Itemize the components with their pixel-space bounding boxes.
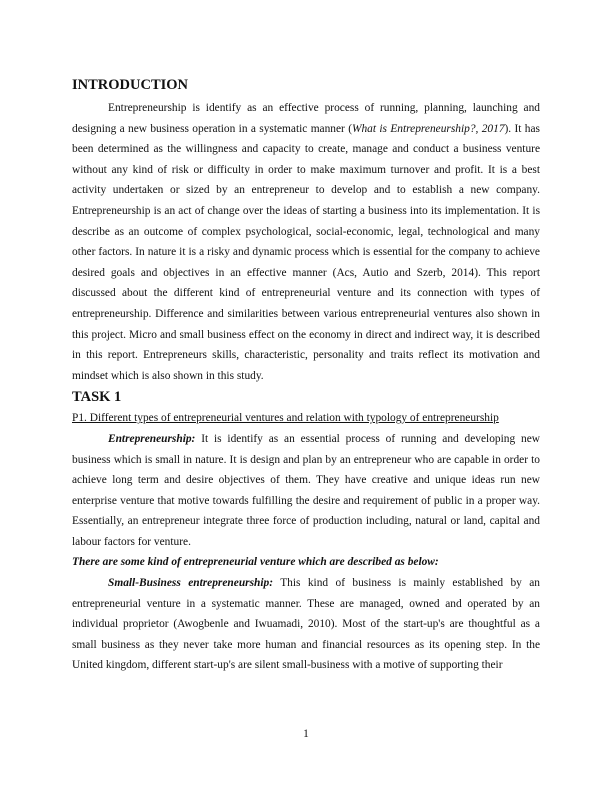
entrepreneurship-paragraph [72,429,540,553]
task-1-heading: TASK 1 [72,389,122,406]
entrepreneurship-term: Entrepreneurship: [108,432,196,445]
intro-citation: What is Entrepreneurship?, 2017 [352,122,505,135]
small-business-term: Small-Business entrepreneurship: [108,577,274,590]
page-number: 1 [303,728,309,740]
introduction-paragraph [72,98,540,386]
intro-text-rest: ). It has been determined as the willingness and capacity to create, manage and conduct a business venture without any kind of risk or difficulty in order to make maximum turnover and profit. It is a best activity undertaken or sized by an entrepreneur to develop and to establish a new company. Entrepreneurship is an act of change over the ideas of starting a business into its implementation. It is describe as an outcome of complex psychological, social-economic, legal, technological and many other factors. In nature it is a risky and dynamic process which is essential for the company to achieve desired goals and objectives in an effective manner (Acs, Autio and Szerb, 2014). This report discussed about the different kind of entrepreneurial venture and its connection with types of entrepreneurship. Difference and similarities between various entrepreneurial ventures also shown in this project. Micro and small business effect on the economy in direct and indirect way, it is described in this report. Entrepreneurs skills, characteristic, personality and traits reflect its motivation and mindset which is also shown in this study. [72,122,540,382]
page-content [72,76,540,676]
introduction-heading: INTRODUCTION [72,77,189,93]
small-business-text: This kind of business is mainly established by an entrepreneurial venture in a systematic manner. These are managed, owned and operated by an individual proprietor (Awogbenle and Iwuamadi, 2010). Most of the start-up's are thoughtful as a small business as they never take more human and financial resources as its opening step. In the United kingdom, different start-up's are silent small-business with a motive of supporting their [72,577,540,672]
venture-kinds-line: There are some kind of entrepreneurial venture which are described as below: [72,556,439,569]
intro-text-start: Entrepreneurship is identify as an effective process of running, planning, launching and designing a new business operation in a systematic manner ( [72,102,540,135]
small-business-paragraph [72,573,540,676]
entrepreneurship-text: It is identify as an essential process of running and developing new business which is small in nature. It is design and plan by an entrepreneur who are capable in order to achieve long term and desire objectives of them. They have creative and unique ideas run new enterprise venture that motive towards fulfilling the desire and requirement of public in a proper way. Essentially, an entrepreneur integrate three force of production including, natural or land, capital and labour factors for venture. [72,432,540,548]
p1-subheading: P1. Different types of entrepreneurial ventures and relation with typology of entrepreneurship [72,412,499,425]
